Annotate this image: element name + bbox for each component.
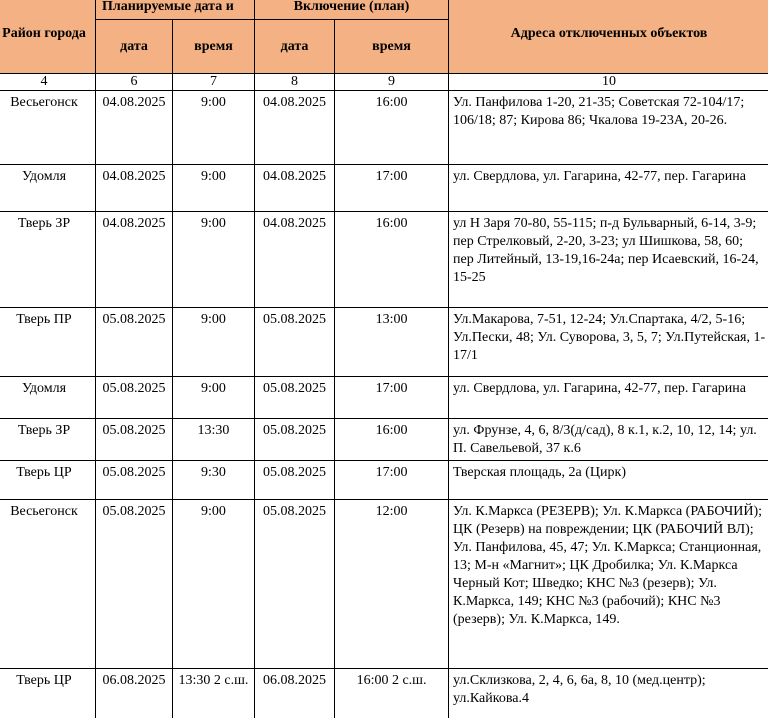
table-row: [0, 419, 768, 461]
table-row: [0, 212, 768, 308]
district-cell: Тверь ПР: [0, 308, 96, 377]
header-off-date: дата: [96, 20, 173, 74]
district-cell: Весьегонск: [0, 500, 96, 669]
on-date-cell: 06.08.2025: [255, 669, 335, 718]
table-row: [0, 500, 768, 669]
off-time-cell: 9:00: [173, 308, 255, 377]
on-date-cell: 05.08.2025: [255, 377, 335, 419]
table-row: [0, 308, 768, 377]
off-time-cell: 9:00: [173, 500, 255, 669]
off-date-cell: 05.08.2025: [96, 308, 173, 377]
column-number: 9: [335, 74, 449, 91]
address-cell: Ул. К.Маркса (РЕЗЕРВ); Ул. К.Маркса (РАБОЧИЙ); ЦК (Резерв) на повреждении; ЦК (РАБОЧИЙ ВЛ); Ул. Панфилова, 45, 47; Ул. К.Маркса; Станционная, 13; М-н «Магнит»; ЦК Дробилка; Ул. К.Маркса Черный Кот; Шведко; КНС №3 (резерв); Ул. К.Маркса, 149; КНС №3 (рабочий); КНС №3 (резерв); Ул. К.Маркса, 149.: [449, 500, 768, 669]
on-time-cell: 16:00: [335, 419, 449, 461]
on-time-cell: 17:00: [335, 377, 449, 419]
header-restore: Включение (план): [255, 0, 449, 20]
off-date-cell: 05.08.2025: [96, 461, 173, 500]
district-cell: Тверь ЗР: [0, 212, 96, 308]
header-addresses: Адреса отключенных объектов: [449, 0, 768, 74]
on-date-cell: 05.08.2025: [255, 461, 335, 500]
column-number: 7: [173, 74, 255, 91]
column-number: 8: [255, 74, 335, 91]
district-cell: Тверь ЗР: [0, 419, 96, 461]
on-time-cell: 13:00: [335, 308, 449, 377]
off-date-cell: 06.08.2025: [96, 669, 173, 718]
address-cell: ул. Фрунзе, 4, 6, 8/3(д/сад), 8 к.1, к.2, 10, 12, 14; ул. П. Савельевой, 37 к.6: [449, 419, 768, 461]
on-time-cell: 17:00: [335, 165, 449, 212]
off-time-cell: 9:00: [173, 377, 255, 419]
header-off-time: время: [173, 20, 255, 74]
on-date-cell: 04.08.2025: [255, 165, 335, 212]
table-row: [0, 91, 768, 165]
off-date-cell: 05.08.2025: [96, 500, 173, 669]
off-time-cell: 13:30: [173, 419, 255, 461]
column-number: 4: [0, 74, 96, 91]
on-time-cell: 12:00: [335, 500, 449, 669]
address-cell: Тверская площадь, 2а (Цирк): [449, 461, 768, 500]
off-time-cell: 9:00: [173, 91, 255, 165]
table-row: [0, 461, 768, 500]
table-header: [0, 0, 768, 74]
table-row: [0, 377, 768, 419]
on-time-cell: 16:00: [335, 212, 449, 308]
on-date-cell: 04.08.2025: [255, 91, 335, 165]
header-planned: Планируемые дата и: [96, 0, 255, 20]
district-cell: Удомля: [0, 165, 96, 212]
column-number: 6: [96, 74, 173, 91]
off-time-cell: 9:00: [173, 165, 255, 212]
off-time-cell: 9:00: [173, 212, 255, 308]
off-date-cell: 05.08.2025: [96, 377, 173, 419]
on-time-cell: 16:00: [335, 91, 449, 165]
on-time-cell: 17:00: [335, 461, 449, 500]
address-cell: Ул. Панфилова 1-20, 21-35; Советская 72-104/17; 106/18; 87; Кирова 86; Чкалова 19-23А, 20-26.: [449, 91, 768, 165]
on-date-cell: 05.08.2025: [255, 419, 335, 461]
on-date-cell: 05.08.2025: [255, 308, 335, 377]
address-cell: ул Н Заря 70-80, 55-115; п-д Бульварный, 6-14, 3-9; пер Стрелковый, 2-20, 3-23; ул Шишкова, 58, 60; пер Литейный, 13-19,16-24а; пер Исаевский, 16-24, 15-25: [449, 212, 768, 308]
off-time-cell: 9:30: [173, 461, 255, 500]
district-cell: Тверь ЦР: [0, 461, 96, 500]
on-time-cell: 16:00 2 с.ш.: [335, 669, 449, 718]
table-row: [0, 669, 768, 718]
off-date-cell: 04.08.2025: [96, 91, 173, 165]
off-time-cell: 13:30 2 с.ш.: [173, 669, 255, 718]
address-cell: ул.Склизкова, 2, 4, 6, 6а, 8, 10 (мед.центр); ул.Кайкова.4: [449, 669, 768, 718]
district-cell: Тверь ЦР: [0, 669, 96, 718]
column-number-row: [0, 74, 768, 91]
address-cell: ул. Свердлова, ул. Гагарина, 42-77, пер. Гагарина: [449, 165, 768, 212]
off-date-cell: 05.08.2025: [96, 419, 173, 461]
district-cell: Удомля: [0, 377, 96, 419]
header-district: Район города: [0, 0, 96, 74]
off-date-cell: 04.08.2025: [96, 165, 173, 212]
on-date-cell: 05.08.2025: [255, 500, 335, 669]
off-date-cell: 04.08.2025: [96, 212, 173, 308]
district-cell: Весьегонск: [0, 91, 96, 165]
address-cell: ул. Свердлова, ул. Гагарина, 42-77, пер. Гагарина: [449, 377, 768, 419]
on-date-cell: 04.08.2025: [255, 212, 335, 308]
header-on-date: дата: [255, 20, 335, 74]
address-cell: Ул.Макарова, 7-51, 12-24; Ул.Спартака, 4/2, 5-16; Ул.Пески, 48; Ул. Суворова, 3, 5, 7; Ул.Путейская, 1-17/1: [449, 308, 768, 377]
table-row: [0, 165, 768, 212]
column-number: 10: [449, 74, 768, 91]
header-on-time: время: [335, 20, 449, 74]
